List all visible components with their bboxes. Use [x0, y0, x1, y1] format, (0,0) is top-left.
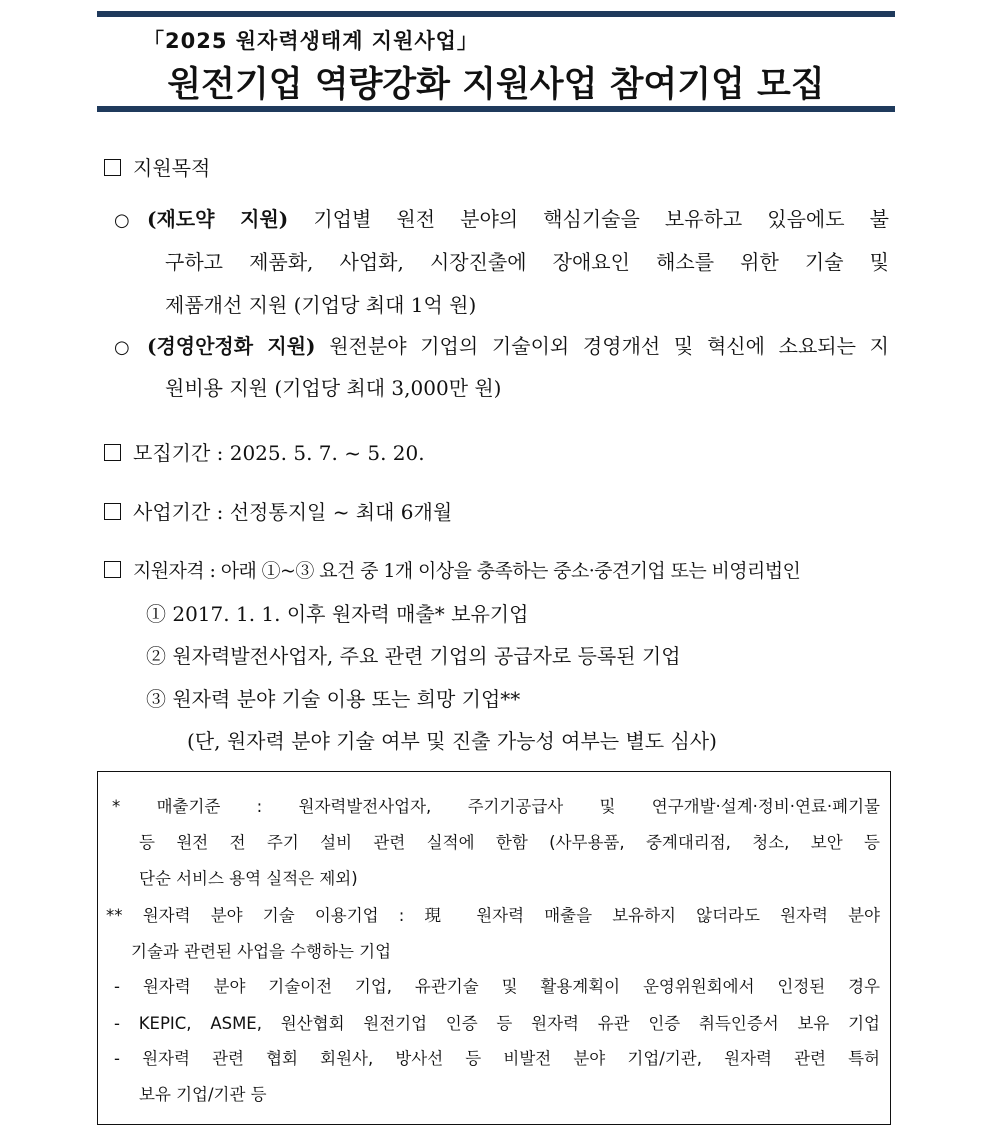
footnote-line: 보유 기업/기관 등	[139, 1085, 267, 1104]
purpose-item-rebound-line2	[147, 241, 889, 284]
footnote-line: * 매출기준 : 원자력발전사업자, 주기기공급사 및 연구개발·설계·정비·연료·폐기물	[112, 797, 880, 816]
section-purpose	[104, 152, 210, 181]
footnote-line: ** 원자력 분야 기술 이용기업 : 現 원자력 매출을 보유하지 않더라도 원자력 분야	[106, 906, 880, 925]
footnote-line: - 원자력 분야 기술이전 기업, 유관기술 및 활용계획이 운영위원회에서 인정된 경우	[114, 977, 880, 996]
checkbox-square-icon	[104, 159, 121, 176]
purpose-item-text: 원전분야 기업의 기술이외 경영개선 및 혁신에 소요되는 지	[329, 334, 889, 358]
purpose-item-label: (재도약 지원)	[147, 207, 289, 231]
footnote-line: 단순 서비스 용역 실적은 제외)	[139, 869, 358, 888]
checkbox-square-icon	[104, 503, 121, 520]
purpose-item-label: (경영안정화 지원)	[147, 334, 316, 358]
purpose-item-text: 구하고 제품화, 사업화, 시장진출에 장애요인 해소를 위한 기술 및	[165, 250, 889, 274]
title-block	[97, 11, 895, 112]
recruit-period-text: 모집기간 : 2025. 5. 7. ~ 5. 20.	[133, 441, 425, 465]
footnote-line: - KEPIC, ASME, 원산협회 원전기업 인증 등 원자력 유관 인증 취득인증서 보유 기업	[114, 1014, 880, 1033]
section-project-period	[104, 496, 452, 525]
project-period-text: 사업기간 : 선정통지일 ~ 최대 6개월	[133, 500, 453, 524]
purpose-item-rebound-line3	[147, 284, 889, 327]
purpose-item-text: 제품개선 지원 (기업당 최대 1억 원)	[165, 293, 477, 317]
eligibility-item: ③ 원자력 분야 기술 이용 또는 희망 기업**	[146, 687, 521, 711]
bullet-circle-icon: ○	[114, 337, 130, 358]
eligibility-heading: 지원자격 : 아래 ①~③ 요건 중 1개 이상을 충족하는 중소·중견기업 또는 비영리법인	[133, 560, 801, 582]
checkbox-square-icon	[104, 561, 121, 578]
eligibility-item: ② 원자력발전사업자, 주요 관련 기업의 공급자로 등록된 기업	[146, 644, 681, 668]
purpose-item-text: 기업별 원전 분야의 핵심기술을 보유하고 있음에도 불	[313, 207, 889, 231]
section-eligibility	[104, 556, 800, 583]
eligibility-note: (단, 원자력 분야 기술 여부 및 진출 가능성 여부는 별도 심사)	[187, 729, 717, 753]
checkbox-square-icon	[104, 444, 121, 461]
footnote-line: 기술과 관련된 사업을 수행하는 기업	[131, 942, 392, 961]
section-recruit-period	[104, 437, 425, 466]
subtitle: 「2025 원자력생태계 지원사업」	[143, 29, 479, 53]
purpose-item-stability-line2	[147, 367, 889, 410]
purpose-item-stability	[147, 325, 889, 368]
purpose-item-rebound	[147, 198, 889, 241]
footnote-box	[97, 771, 891, 1125]
section-purpose-heading: 지원목적	[133, 156, 211, 180]
footnote-line: - 원자력 관련 협회 회원사, 방사선 등 비발전 분야 기업/기관, 원자력 관련 특허	[114, 1049, 880, 1068]
purpose-item-text: 원비용 지원 (기업당 최대 3,000만 원)	[165, 376, 502, 400]
eligibility-item: ① 2017. 1. 1. 이후 원자력 매출* 보유기업	[146, 602, 529, 626]
footnote-line: 등 원전 전 주기 설비 관련 실적에 한함 (사무용품, 중계대리점, 청소, 보안 등	[139, 833, 880, 852]
bullet-circle-icon: ○	[114, 210, 130, 231]
page-title: 원전기업 역량강화 지원사업 참여기업 모집	[167, 65, 825, 105]
